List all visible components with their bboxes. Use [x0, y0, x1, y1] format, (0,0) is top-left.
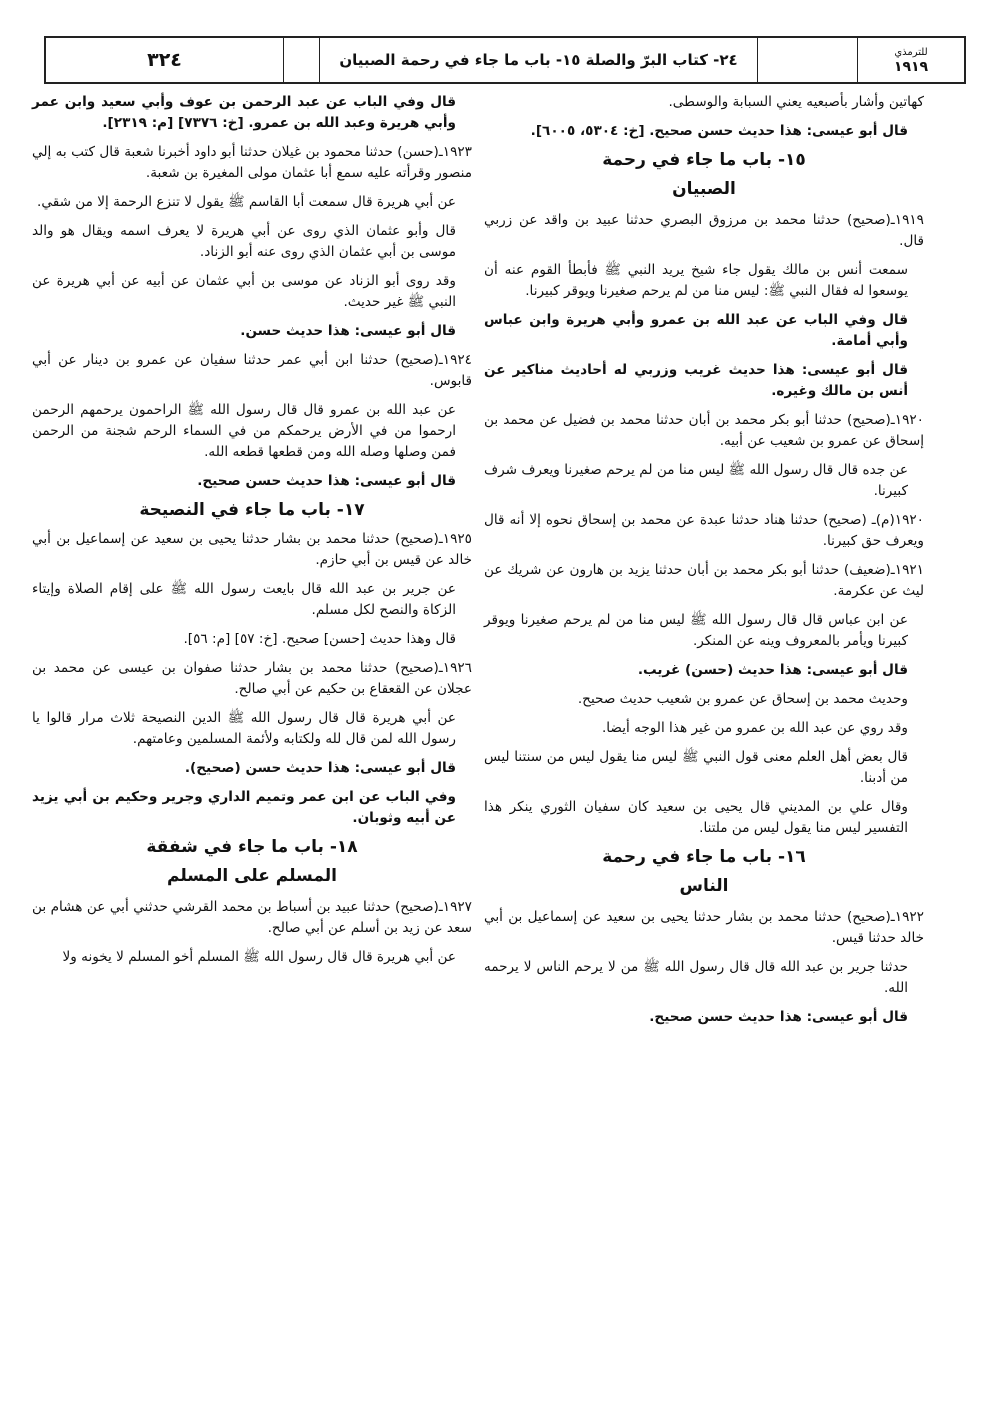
- chapter-heading: ١٦- باب ما جاء في رحمة: [602, 847, 806, 867]
- hadith-paragraph: ١٩٢٠ـ(صحيح) حدثنا أبو بكر محمد بن أبان حدثنا محمد بن فضيل عن محمد بن إسحاق عن عمرو بن شعيب عن أبيه.: [484, 412, 924, 449]
- commentary-paragraph: قال وفي الباب عن عبد الله بن عمرو وأبي هريرة وابن عباس وأبي أمامة.: [484, 312, 908, 349]
- commentary-paragraph: قال أبو عيسى: هذا حديث حسن (صحيح).: [184, 760, 456, 776]
- text-paragraph: عن أبي هريرة قال قال رسول الله ﷺ المسلم أخو المسلم لا يخونه ولا: [62, 949, 456, 965]
- text-paragraph: وقال علي بن المديني قال يحيى بن سعيد كان سفيان الثوري ينكر هذا التفسير ليس منا يقول ليس من ملتنا.: [484, 799, 908, 836]
- commentary-paragraph: قال أبو عيسى: هذا حديث حسن صحيح.: [649, 1009, 908, 1025]
- text-paragraph: قال وهذا حديث [حسن] صحيح. [خ: ٥٧] [م: ٥٦].: [183, 631, 456, 647]
- text-paragraph: عن أبي هريرة قال سمعت أبا القاسم ﷺ يقول لا تنزع الرحمة إلا من شقي.: [37, 194, 456, 210]
- hadith-number: ١٩١٩: [893, 59, 929, 75]
- chapter-heading: ١٥- باب ما جاء في رحمة: [602, 150, 806, 170]
- commentary-paragraph: قال أبو عيسى: هذا حديث حسن.: [240, 323, 456, 339]
- hadith-paragraph: ١٩٢٠(م)ـ (صحيح) حدثنا هناد حدثنا عبدة عن محمد بن إسحاق نحوه إلا أنه قال ويعرف حق كبيرنا.: [484, 512, 924, 549]
- commentary-paragraph: قال أبو عيسى: هذا حديث غريب وزربي له أحاديث مناكير عن أنس بن مالك وغيره.: [484, 362, 908, 399]
- chapter-heading: ١٧- باب ما جاء في النصيحة: [139, 500, 365, 520]
- commentary-paragraph: وفي الباب عن ابن عمر وتميم الداري وجرير وحكيم بن أبي يزيد عن أبيه وثوبان.: [32, 789, 456, 826]
- hadith-paragraph: ١٩١٩ـ(صحيح) حدثنا محمد بن مرزوق البصري حدثنا عبيد بن واقد عن زربي قال.: [484, 212, 924, 249]
- commentary-paragraph: قال وفي الباب عن عبد الرحمن بن عوف وأبي سعيد وابن عمر وأبي هريرة وعبد الله بن عمرو. [خ: ٧٣٧٦] [م: ٢٣١٩].: [32, 94, 456, 131]
- text-paragraph: عن عبد الله بن عمرو قال قال رسول الله ﷺ الراحمون يرحمهم الرحمن ارحموا من في الأرض يرحمكم من في السماء الرحم شجنة من الرحمن فمن وصلها وصله الله ومن قطعها قطعه الله.: [32, 402, 456, 460]
- hadith-paragraph: كهاتين وأشار بأصبعيه يعني السبابة والوسطى.: [668, 94, 924, 110]
- text-paragraph: حدثنا جرير بن عبد الله قال قال رسول الله ﷺ من لا يرحم الناس لا يرحمه الله.: [484, 959, 908, 996]
- text-paragraph: وقد روى أبو الزناد عن موسى بن أبي عثمان عن أبيه عن أبي هريرة عن النبي ﷺ غير حديث.: [32, 273, 456, 310]
- hadith-paragraph: ١٩٢٢ـ(صحيح) حدثنا محمد بن بشار حدثنا يحيى بن سعيد عن إسماعيل بن أبي خالد حدثنا قيس.: [484, 909, 924, 946]
- hadith-reference: [858, 38, 964, 82]
- book-label: للترمذي: [894, 47, 928, 58]
- page-header: [44, 36, 966, 84]
- text-paragraph: قال وأبو عثمان الذي روى عن أبي هريرة لا يعرف اسمه ويقال هو والد موسى بن أبي عثمان الذي روى عنه أبو الزناد.: [32, 223, 456, 260]
- text-paragraph: وحديث محمد بن إسحاق عن عمرو بن شعيب حديث صحيح.: [577, 691, 908, 707]
- left-column: [32, 92, 472, 976]
- chapter-heading-cont: المسلم على المسلم: [167, 866, 337, 886]
- commentary-paragraph: قال أبو عيسى: هذا حديث حسن صحيح.: [197, 473, 456, 489]
- running-title: ٢٤- كتاب البرّ والصلة ١٥- باب ما جاء في رحمة الصبيان: [320, 38, 758, 82]
- text-paragraph: وقد روي عن عبد الله بن عمرو من غير هذا الوجه أيضا.: [601, 720, 908, 736]
- chapter-heading-cont: الصبيان: [672, 179, 736, 199]
- text-paragraph: قال بعض أهل العلم معنى قول النبي ﷺ ليس منا يقول ليس من سنتنا ليس من أدبنا.: [484, 749, 908, 786]
- hadith-paragraph: ١٩٢٥ـ(صحيح) حدثنا محمد بن بشار حدثنا يحيى بن سعيد عن إسماعيل بن أبي خالد عن قيس بن أبي حازم.: [32, 531, 472, 568]
- text-paragraph: عن جرير بن عبد الله قال بايعت رسول الله ﷺ على إقام الصلاة وإيتاء الزكاة والنصح لكل مسلم.: [32, 581, 456, 618]
- header-spacer: [284, 38, 320, 82]
- text-paragraph: عن ابن عباس قال قال رسول الله ﷺ ليس منا من لم يرحم صغيرنا ويوقر كبيرنا ويأمر بالمعروف وينه عن المنكر.: [484, 612, 908, 649]
- hadith-paragraph: ١٩٢٦ـ(صحيح) حدثنا محمد بن بشار حدثنا صفوان بن عيسى عن محمد بن عجلان عن القعقاع بن حكيم عن أبي صالح.: [32, 660, 472, 697]
- hadith-paragraph: ١٩٢١ـ(ضعيف) حدثنا أبو بكر محمد بن أبان حدثنا يزيد بن هارون عن شريك عن ليث عن عكرمة.: [484, 562, 924, 599]
- hadith-paragraph: ١٩٢٣ـ(حسن) حدثنا محمود بن غيلان حدثنا أبو داود أخبرنا شعبة قال كتب به إلي منصور وقرأته عليه سمع أبا عثمان مولى المغيرة بن شعبة.: [32, 144, 472, 181]
- right-column: [484, 92, 924, 1036]
- commentary-paragraph: قال أبو عيسى: هذا حديث حسن صحيح. [خ: ٥٣٠٤، ٦٠٠٥].: [530, 123, 908, 139]
- commentary-paragraph: قال أبو عيسى: هذا حديث (حسن) غريب.: [637, 662, 908, 678]
- text-paragraph: سمعت أنس بن مالك يقول جاء شيخ يريد النبي ﷺ فأبطأ القوم عنه أن يوسعوا له فقال النبي ﷺ: ليس منا من لم يرحم صغيرنا ويوقر كبيرنا.: [484, 262, 908, 299]
- hadith-paragraph: ١٩٢٧ـ(صحيح) حدثنا عبيد بن أسباط بن محمد القرشي حدثني أبي عن هشام بن سعد عن زيد بن أسلم عن أبي صالح.: [32, 899, 472, 936]
- chapter-heading: ١٨- باب ما جاء في شفقة: [146, 837, 358, 857]
- page-number: ٣٢٤: [46, 38, 284, 82]
- header-spacer: [758, 38, 858, 82]
- hadith-paragraph: ١٩٢٤ـ(صحيح) حدثنا ابن أبي عمر حدثنا سفيان عن عمرو بن دينار عن أبي قابوس.: [32, 352, 472, 389]
- text-paragraph: عن جده قال قال رسول الله ﷺ ليس منا من لم يرحم صغيرنا ويعرف شرف كبيرنا.: [484, 462, 908, 499]
- chapter-heading-cont: الناس: [679, 876, 729, 896]
- text-paragraph: عن أبي هريرة قال قال رسول الله ﷺ الدين النصيحة ثلاث مرار قالوا يا رسول الله لمن قال لله ولكتابه ولأئمة المسلمين وعامتهم.: [32, 710, 456, 747]
